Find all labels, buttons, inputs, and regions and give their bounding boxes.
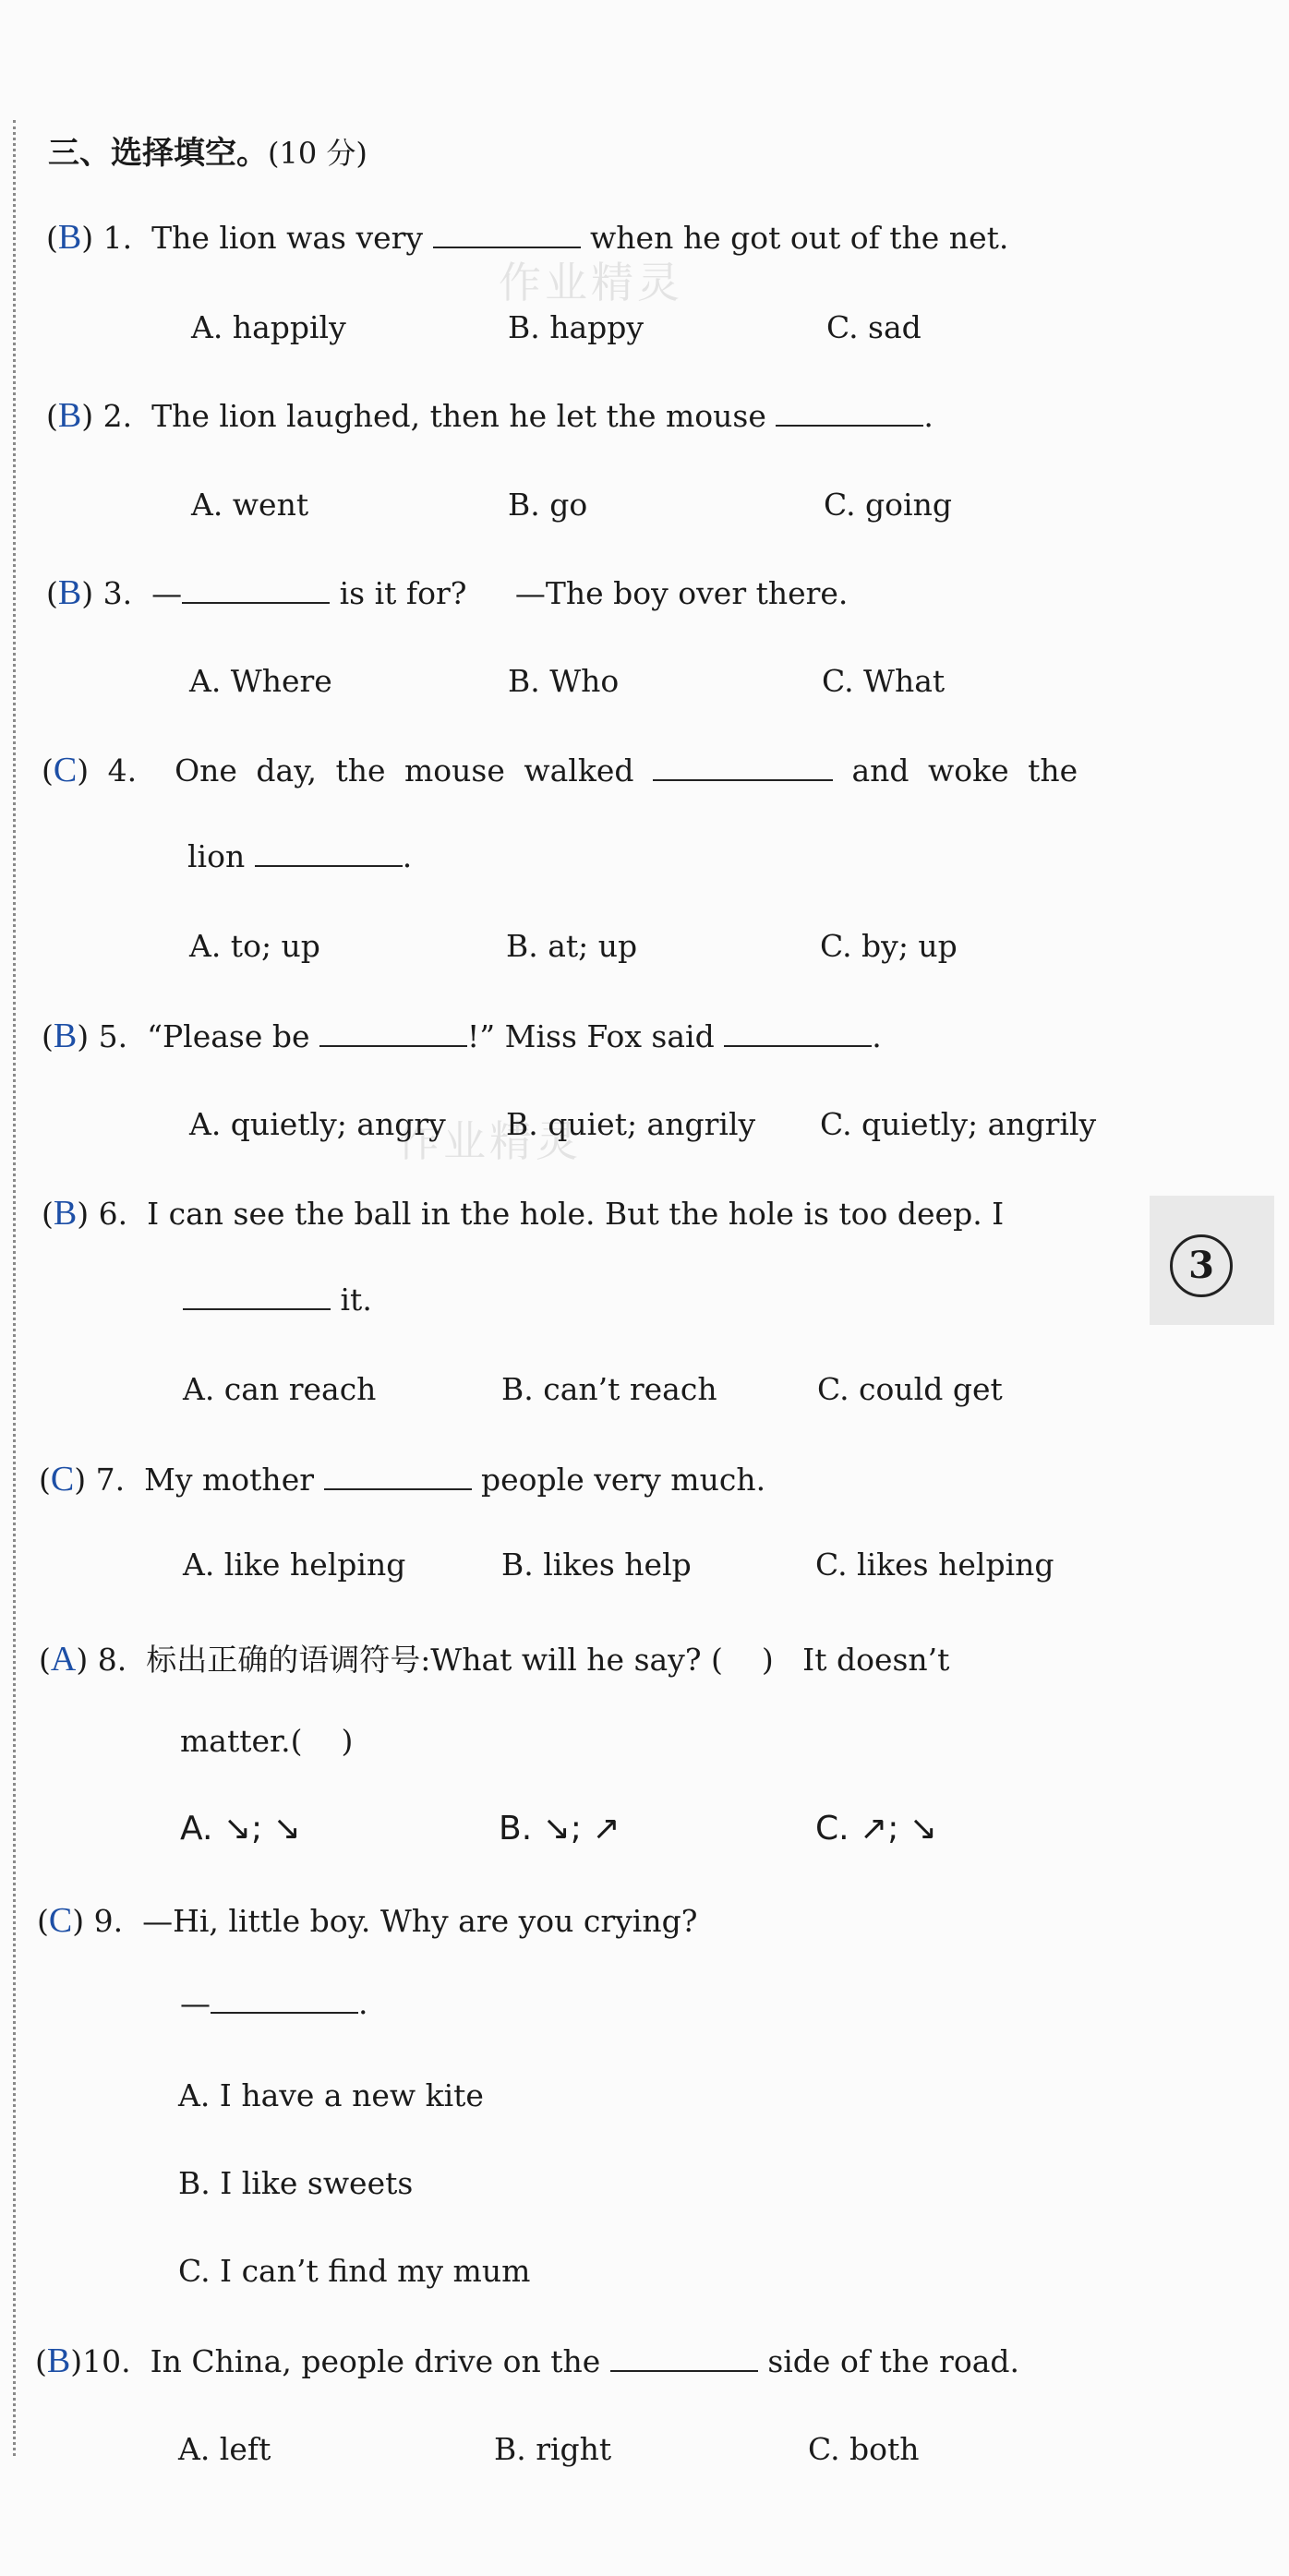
blank <box>182 576 330 604</box>
section-score: (10 分) <box>268 136 367 171</box>
answer-1: B <box>57 218 82 257</box>
option-c: C. I can’t find my mum <box>178 2253 531 2289</box>
blank <box>324 1463 472 1490</box>
option-c: C. going <box>824 487 952 523</box>
question-2: (B) 2. The lion laughed, then he let the mouse . <box>46 396 934 435</box>
option-c: C. ↗; ↘ <box>815 1810 937 1848</box>
question-5: (B) 5. “Please be !” Miss Fox said . <box>42 1017 882 1055</box>
question-1: (B) 1. The lion was very when he got out of the net. <box>46 218 1009 257</box>
blank <box>610 2344 758 2372</box>
section-heading <box>48 127 367 173</box>
option-c: C. by; up <box>820 928 958 964</box>
option-b: B. right <box>494 2431 612 2467</box>
blank <box>433 221 581 248</box>
blank <box>211 1986 358 2014</box>
option-a: A. to; up <box>189 928 320 964</box>
option-b: B. happy <box>508 309 644 345</box>
question-7: (C) 7. My mother people very much. <box>39 1460 766 1499</box>
question-9-line-2: — . <box>180 1985 368 2021</box>
answer-2: B <box>57 396 82 435</box>
option-a: A. I have a new kite <box>178 2077 484 2113</box>
option-a: A. ↘; ↘ <box>180 1810 301 1848</box>
option-b: B. Who <box>508 663 620 699</box>
question-8: (A) 8. 标出正确的语调符号:What will he say? ( ) It doesn’t <box>39 1640 950 1679</box>
answer-10: B <box>46 2341 71 2380</box>
option-a: A. went <box>191 487 309 523</box>
blank <box>724 1019 872 1047</box>
blank <box>653 753 833 781</box>
question-10: (B)10. In China, people drive on the side of the road. <box>35 2341 1019 2380</box>
option-c: C. both <box>808 2431 920 2467</box>
answer-4: C <box>53 751 78 789</box>
option-a: A. Where <box>189 663 332 699</box>
option-c: C. quietly; angrily <box>820 1106 1097 1142</box>
question-6: (B) 6. I can see the ball in the hole. But the hole is too deep. I <box>42 1194 1005 1233</box>
option-b: B. I like sweets <box>178 2165 414 2201</box>
question-8-line-2: matter.( ) <box>180 1723 354 1759</box>
question-9: (C) 9. —Hi, little boy. Why are you crying? <box>37 1901 698 1940</box>
answer-8: A <box>50 1640 77 1679</box>
option-a: A. quietly; angry <box>189 1106 446 1142</box>
watermark-logo: 作业精灵 <box>397 1116 582 1166</box>
option-b: B. quiet; angrily <box>506 1106 756 1142</box>
binding-margin-line <box>13 120 16 2456</box>
option-a: A. left <box>178 2431 271 2467</box>
option-b: B. can’t reach <box>501 1371 717 1407</box>
option-c: C. likes helping <box>815 1547 1054 1583</box>
blank <box>776 399 923 427</box>
answer-6: B <box>53 1194 78 1233</box>
question-3: (B) 3. — is it for? —The boy over there. <box>46 573 849 612</box>
question-4-line-2: lion . <box>187 838 413 874</box>
section-title: 三、选择填空。 <box>48 135 268 172</box>
answer-9: C <box>48 1901 73 1940</box>
watermark-logo: 作业精灵 <box>499 258 683 307</box>
blank <box>255 839 403 867</box>
option-a: A. happily <box>191 309 346 345</box>
option-b: B. ↘; ↗ <box>499 1810 620 1848</box>
option-a: A. like helping <box>183 1547 406 1583</box>
option-c: C. could get <box>817 1371 1003 1407</box>
answer-7: C <box>50 1460 75 1499</box>
option-a: A. can reach <box>183 1371 377 1407</box>
blank <box>319 1019 467 1047</box>
option-b: B. likes help <box>501 1547 692 1583</box>
option-c: C. What <box>822 663 946 699</box>
option-b: B. at; up <box>506 928 638 964</box>
answer-3: B <box>57 573 82 612</box>
option-c: C. sad <box>826 309 922 345</box>
page-number: 3 <box>1170 1234 1233 1297</box>
answer-5: B <box>53 1017 78 1055</box>
option-b: B. go <box>508 487 588 523</box>
question-4: (C) 4. One day, the mouse walked and woke the <box>42 751 1078 789</box>
page-number-badge <box>1150 1196 1274 1325</box>
question-6-line-2: it. <box>183 1282 372 1318</box>
blank <box>183 1282 331 1310</box>
